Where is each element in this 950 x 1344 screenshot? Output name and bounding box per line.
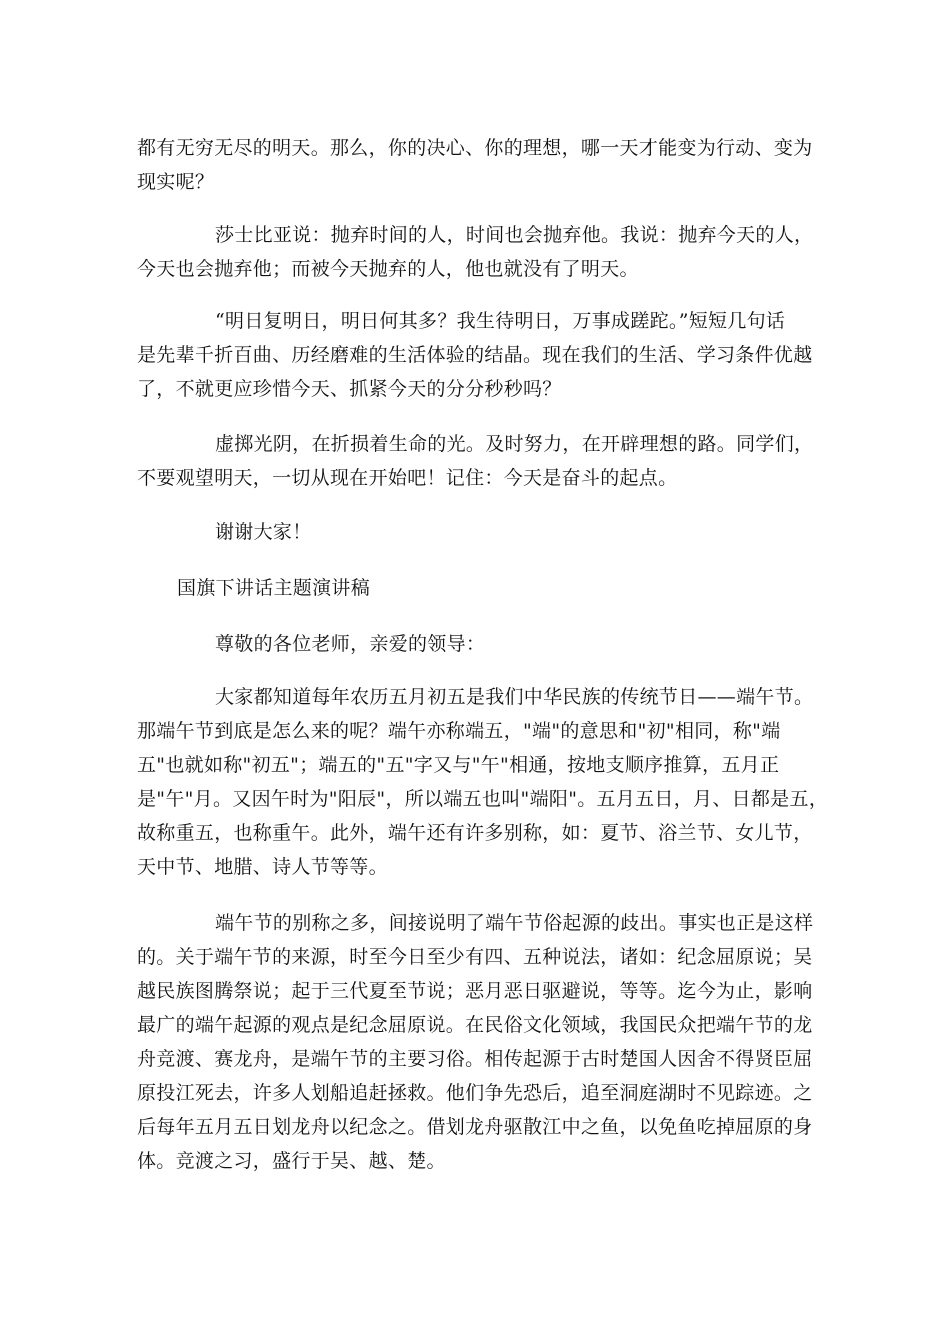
text-line: 虚掷光阴，在折损着生命的光。及时努力，在开辟理想的路。同学们， [215,433,814,455]
text-line: 舟竞渡、赛龙舟，是端午节的主要习俗。相传起源于古时楚国人因舍不得贤臣屈 [137,1048,813,1070]
text-line: 都有无穷无尽的明天。那么，你的决心、你的理想，哪一天才能变为行动、变为 [137,137,813,159]
heading-text: 国旗下讲话主题演讲稿 [177,577,371,599]
paragraph-continuation [137,131,827,199]
text-line: 不要观望明天，一切从现在开始吧！记住：今天是奋斗的起点。 [137,467,678,489]
text-line: 现实呢？ [137,171,215,193]
text-line: 大家都知道每年农历五月初五是我们中华民族的传统节日——端午节。 [215,686,814,708]
paragraph-mingri-poem [137,304,827,406]
text-line: 体。竞渡之习，盛行于吴、越、楚。 [137,1150,446,1172]
text-line: 今天也会抛弃他；而被今天抛弃的人，他也就没有了明天。 [137,258,639,280]
text-line: 故称重五，也称重午。此外，端午还有许多别称，如：夏节、浴兰节、女儿节， [137,822,813,844]
text-line: 莎士比亚说：抛弃时间的人，时间也会抛弃他。我说：抛弃今天的人， [215,224,814,246]
text-line: 原投江死去，许多人划船追赶拯救。他们争先恐后，追至洞庭湖时不见踪迹。之 [137,1082,813,1104]
text-line: 的。关于端午节的来源，时至今日至少有四、五种说法，诸如：纪念屈原说；吴 [137,946,813,968]
paragraph-salutation [137,627,827,661]
section-heading [137,571,827,605]
text-line: 端午节的别称之多，间接说明了端午节俗起源的歧出。事实也正是这样 [215,912,814,934]
text-line: 谢谢大家！ [215,521,312,543]
text-line: 越民族图腾祭说；起于三代夏至节说；恶月恶日驱避说，等等。迄今为止，影响 [137,980,813,1002]
text-line: 尊敬的各位老师，亲爱的领导： [215,633,486,655]
text-line: 后每年五月五日划龙舟以纪念之。借划龙舟驱散江中之鱼，以免鱼吃掉屈原的身 [137,1116,813,1138]
text-line: 了，不就更应珍惜今天、抓紧今天的分分秒秒吗？ [137,378,562,400]
paragraph-shakespeare-quote [137,218,827,286]
paragraph-dragon-boat-intro [137,680,827,884]
text-line: 五"也就如称"初五"；端五的"五"字又与"午"相通，按地支顺序推算，五月正 [137,754,780,776]
text-line: 天中节、地腊、诗人节等等。 [137,856,388,878]
paragraph-dragon-boat-origin [137,906,827,1178]
text-line: 是"午"月。又因午时为"阳辰"，所以端五也叫"端阳"。五月五日，月、日都是五， [137,788,829,810]
text-line: “明日复明日，明日何其多？我生待明日，万事成蹉跎。”短短几句话 [215,310,786,332]
paragraph-thanks [137,515,827,549]
text-line: 是先辈千折百曲、历经磨难的生活体验的结晶。现在我们的生活、学习条件优越 [137,344,813,366]
paragraph-exhortation [137,427,827,495]
text-line: 最广的端午起源的观点是纪念屈原说。在民俗文化领域，我国民众把端午节的龙 [137,1014,813,1036]
text-line: 那端午节到底是怎么来的呢？端午亦称端五，"端"的意思和"初"相同，称"端 [137,720,781,742]
